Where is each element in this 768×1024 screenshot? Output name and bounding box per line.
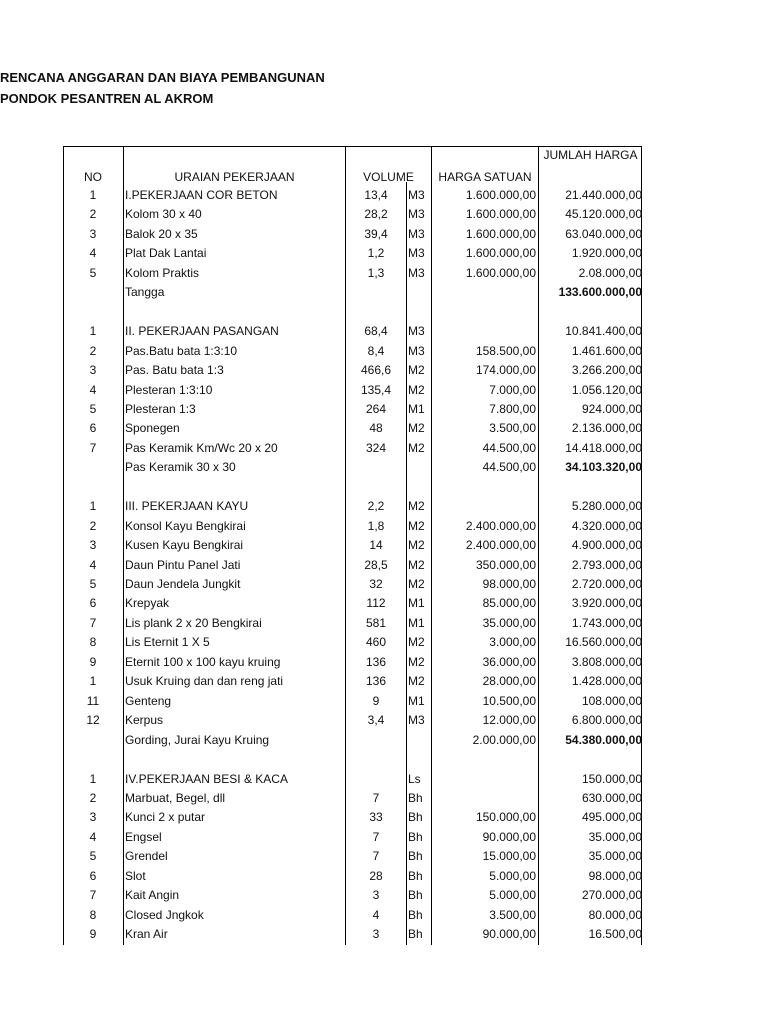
row-volume: 112 [366,596,386,611]
row-total: 35.000,00 [588,829,642,844]
table-row [63,244,642,264]
row-total: 35.000,00 [588,849,642,864]
row-unit-price: 98.000,00 [482,577,536,591]
row-total: 3.808.000,00 [571,654,642,669]
table-row [63,322,642,342]
row-total: 1.428.000,00 [571,674,642,689]
table-row [63,478,642,498]
row-no: 5 [89,265,97,280]
table-row [63,925,642,945]
row-description: Engsel [125,829,162,844]
row-description: Lis plank 2 x 20 Bengkirai [125,615,262,630]
row-volume: 2,2 [367,499,385,514]
table-row [63,633,642,653]
table-row [63,225,642,245]
row-no: 8 [89,635,97,650]
row-unit: Ls [408,771,421,786]
row-unit-price: 90.000,00 [482,829,536,844]
row-no: 6 [89,421,97,436]
table-row [63,205,642,225]
row-total: 5.280.000,00 [571,499,642,514]
row-volume: 4 [372,907,380,922]
row-no: 7 [89,615,97,630]
row-unit: M3 [408,343,425,358]
row-total: 1.920.000,00 [571,246,642,261]
row-unit: Bh [408,927,423,942]
row-unit: M2 [408,577,425,591]
row-total: 2.136.000,00 [571,421,642,436]
row-description: III. PEKERJAAN KAYU [125,499,249,514]
row-volume: 136 [365,654,387,669]
row-unit-price: 150.000,00 [475,810,536,825]
row-unit-price: 10.500,00 [482,693,536,708]
row-description: Kran Air [125,927,168,942]
table-row [63,556,642,576]
table-row [63,808,642,828]
row-unit-price: 2.400.000,00 [465,518,536,533]
row-volume: 28,2 [364,207,388,222]
row-unit: M3 [408,188,425,202]
row-unit: M2 [408,557,425,572]
row-unit-price: 44.500,00 [482,440,536,455]
row-volume: 9 [372,693,380,708]
row-unit: M1 [408,401,425,416]
row-unit: M2 [408,538,425,553]
row-unit-price: 2.00.000,00 [472,732,536,747]
row-volume: 136 [365,674,387,689]
table-row [63,497,642,517]
row-unit-price: 174.000,00 [475,363,536,378]
document-title-line-2: PONDOK PESANTREN AL AKROM [0,91,214,106]
row-total: 2.793.000,00 [571,557,642,572]
row-volume: 1,2 [367,246,385,261]
table-row [63,692,642,712]
row-unit: M2 [408,421,425,436]
row-total: 3.266.200,00 [571,363,642,378]
table-row [63,672,642,692]
row-unit-price: 3.000,00 [489,635,536,650]
row-volume: 68,4 [364,324,388,339]
row-unit: M3 [408,324,425,339]
row-description: Usuk Kruing dan dan reng jati [125,674,284,689]
row-description: Closed Jngkok [125,907,204,922]
row-description: Kait Angin [125,888,180,903]
row-no: 6 [89,596,97,611]
row-description: Kolom Praktis [125,265,200,280]
row-volume: 466,6 [360,363,392,378]
row-unit: M3 [408,265,425,280]
row-description: Tangga [125,285,165,300]
table-row [63,750,642,770]
row-unit: M2 [408,518,425,533]
table-row [63,342,642,362]
row-description: Daun Jendela Jungkit [125,577,241,591]
row-volume: 7 [372,790,380,805]
row-total: 21.440.000,00 [565,188,642,202]
row-total: 98.000,00 [588,868,642,883]
table-border-top [63,146,642,147]
row-unit-price: 90.000,00 [482,927,536,942]
row-no: 4 [89,829,97,844]
row-description: Pas. Batu bata 1:3 [125,363,224,378]
row-no: 7 [89,888,97,903]
row-description: Lis Eternit 1 X 5 [125,635,210,650]
row-unit: M2 [408,363,425,378]
row-description: Gording, Jurai Kayu Kruing [125,732,270,747]
row-no: 1 [89,674,97,689]
row-no: 3 [89,226,97,241]
document-title-line-1: RENCANA ANGGARAN DAN BIAYA PEMBANGUNAN [0,70,325,85]
row-description: Kerpus [125,713,164,728]
row-unit-price: 1.600.000,00 [465,207,536,222]
row-no: 2 [89,207,97,222]
row-total: 4.900.000,00 [571,538,642,553]
row-unit: Bh [408,888,423,903]
row-no: 11 [86,693,100,708]
row-volume: 28 [369,868,383,883]
row-unit-price: 12.000,00 [482,713,536,728]
header-harga-satuan: HARGA SATUAN [438,170,532,184]
row-volume: 3 [372,888,380,903]
row-unit: M3 [408,246,425,261]
row-unit: M1 [408,693,425,708]
row-unit-price: 1.600.000,00 [465,246,536,261]
table-row [63,770,642,790]
row-unit-price: 1.600.000,00 [465,188,536,202]
row-total: 80.000,00 [588,907,642,922]
row-unit-price: 2.400.000,00 [465,538,536,553]
row-volume: 48 [369,421,383,436]
row-unit: M2 [408,674,425,689]
row-no: 5 [89,849,97,864]
row-unit-price: 44.500,00 [482,460,536,475]
row-total: 2.08.000,00 [578,265,642,280]
table-row [63,517,642,537]
row-unit: Bh [408,907,423,922]
row-total: 63.040.000,00 [565,226,642,241]
row-unit: Bh [408,829,423,844]
table-row [63,419,642,439]
table-row [63,361,642,381]
row-description: Marbuat, Begel, dll [125,790,226,805]
row-total: 34.103.320,00 [565,460,642,475]
row-total: 10.841.400,00 [565,324,642,339]
row-unit-price: 28.000,00 [482,674,536,689]
row-unit-price: 3.500,00 [489,907,536,922]
table-row [63,828,642,848]
row-total: 924.000,00 [581,401,642,416]
row-description: Genteng [125,693,172,708]
row-no: 9 [89,927,97,942]
row-total: 54.380.000,00 [565,732,642,747]
row-description: Plesteran 1:3:10 [125,382,213,397]
table-row [63,789,642,809]
row-description: Konsol Kayu Bengkirai [125,518,246,533]
table-row [63,186,642,206]
row-volume: 28,5 [364,557,388,572]
row-unit-price: 35.000,00 [482,615,536,630]
row-volume: 33 [369,810,383,825]
table-row [63,594,642,614]
row-no: 1 [89,771,97,786]
row-no: 3 [89,538,97,553]
row-no: 5 [89,401,97,416]
row-description: I.PEKERJAAN COR BETON [125,188,278,202]
table-row [63,283,642,303]
row-unit-price: 1.600.000,00 [465,226,536,241]
row-no: 2 [89,343,97,358]
row-volume: 39,4 [364,226,388,241]
row-unit-price: 7.800,00 [489,401,536,416]
row-volume: 32 [369,577,383,591]
row-volume: 324 [365,440,387,455]
table-row [63,536,642,556]
row-unit: Bh [408,849,423,864]
row-unit: M2 [408,440,425,455]
row-volume: 581 [365,615,387,630]
header-no: NO [84,170,102,184]
row-unit-price: 15.000,00 [482,849,536,864]
row-no: 1 [89,188,97,202]
row-unit: Bh [408,810,423,825]
row-no: 7 [89,440,97,455]
row-unit: M3 [408,207,425,222]
row-description: Balok 20 x 35 [125,226,198,241]
row-volume: 135,4 [360,382,392,397]
row-no: 12 [86,713,100,728]
row-total: 495.000,00 [581,810,642,825]
row-no: 8 [89,907,97,922]
row-description: Plesteran 1:3 [125,401,196,416]
row-volume: 1,8 [367,518,385,533]
row-total: 2.720.000,00 [571,577,642,591]
row-no: 4 [89,382,97,397]
row-unit: M1 [408,596,425,611]
row-description: Slot [125,868,146,883]
row-volume: 3,4 [367,713,385,728]
row-no: 5 [89,577,97,591]
row-unit-price: 3.500,00 [489,421,536,436]
row-description: IV.PEKERJAAN BESI & KACA [125,771,288,786]
table-row [63,847,642,867]
row-volume: 3 [372,927,380,942]
row-description: Plat Dak Lantai [125,246,207,261]
row-description: Eternit 100 x 100 kayu kruing [125,654,281,669]
row-description: Pas.Batu bata 1:3:10 [125,343,238,358]
table-row [63,614,642,634]
row-no: 3 [89,810,97,825]
row-no: 3 [89,363,97,378]
row-total: 108.000,00 [581,693,642,708]
row-unit-price: 36.000,00 [482,654,536,669]
row-unit: M2 [408,654,425,669]
row-no: 4 [89,557,97,572]
row-description: II. PEKERJAAN PASANGAN [125,324,279,339]
table-row [63,458,642,478]
row-total: 16.560.000,00 [565,635,642,650]
table-row [63,653,642,673]
row-no: 9 [89,654,97,669]
row-description: Sponegen [125,421,180,436]
row-unit: M2 [408,382,425,397]
row-total: 150.000,00 [581,771,642,786]
row-total: 14.418.000,00 [565,440,642,455]
row-no: 6 [89,868,97,883]
row-volume: 460 [365,635,387,650]
row-no: 1 [89,499,97,514]
row-volume: 8,4 [367,343,385,358]
table-row [63,439,642,459]
row-unit: M2 [408,635,425,650]
row-unit: M3 [408,226,425,241]
row-description: Grendel [125,849,168,864]
row-unit: M3 [408,713,425,728]
row-total: 1.461.600,00 [571,343,642,358]
row-total: 133.600.000,00 [558,285,642,300]
row-unit-price: 85.000,00 [482,596,536,611]
table-row [63,264,642,284]
row-total: 630.000,00 [581,790,642,805]
table-row [63,400,642,420]
row-description: Kolom 30 x 40 [125,207,202,222]
row-total: 16.500,00 [588,927,642,942]
row-unit-price: 1.600.000,00 [465,265,536,280]
row-unit-price: 158.500,00 [475,343,536,358]
row-unit: M1 [408,615,425,630]
row-description: Krepyak [125,596,170,611]
row-total: 270.000,00 [581,888,642,903]
row-total: 1.056.120,00 [571,382,642,397]
row-no: 1 [89,324,97,339]
table-row [63,711,642,731]
row-total: 4.320.000,00 [571,518,642,533]
row-total: 6.800.000,00 [571,713,642,728]
row-unit: M2 [408,499,425,514]
row-unit: Bh [408,790,423,805]
row-description: Kunci 2 x putar [125,810,206,825]
row-total: 45.120.000,00 [565,207,642,222]
row-no: 4 [89,246,97,261]
cost-table [63,146,642,945]
row-volume: 14 [369,538,383,553]
table-row [63,303,642,323]
row-no: 2 [89,790,97,805]
row-total: 1.743.000,00 [571,615,642,630]
header-uraian: URAIAN PEKERJAAN [174,170,295,184]
row-unit: Bh [408,868,423,883]
table-row [63,886,642,906]
row-volume: 264 [365,401,387,416]
table-row [63,906,642,926]
row-volume: 7 [372,849,380,864]
row-total: 3.920.000,00 [571,596,642,611]
header-jumlah-harga: JUMLAH HARGA [543,148,638,162]
row-volume: 13,4 [364,188,388,202]
row-description: Pas Keramik Km/Wc 20 x 20 [125,440,278,455]
row-unit-price: 5.000,00 [489,868,536,883]
row-no: 2 [89,518,97,533]
row-description: Pas Keramik 30 x 30 [125,460,236,475]
row-volume: 7 [372,829,380,844]
row-volume: 1,3 [367,265,385,280]
header-volume: VOLUME [363,170,414,184]
table-row [63,575,642,595]
row-description: Daun Pintu Panel Jati [125,557,241,572]
table-row [63,867,642,887]
row-description: Kusen Kayu Bengkirai [125,538,244,553]
row-unit-price: 5.000,00 [489,888,536,903]
table-row [63,731,642,751]
row-unit-price: 7.000,00 [489,382,536,397]
row-unit-price: 350.000,00 [475,557,536,572]
table-row [63,381,642,401]
